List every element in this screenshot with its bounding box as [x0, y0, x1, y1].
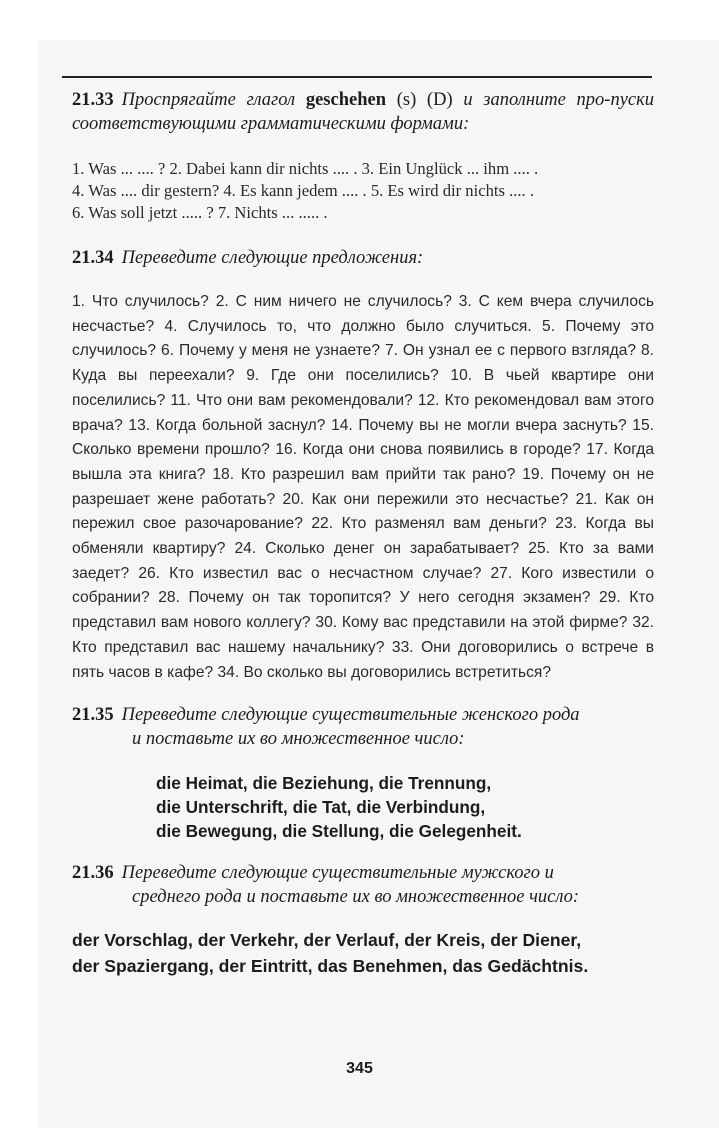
exercise-heading	[72, 88, 654, 136]
exercise-body	[72, 158, 654, 224]
exercise-number: 21.33	[72, 90, 114, 110]
exercise-line: 4. Was .... dir gestern? 4. Es kann jedem .... . 5. Es wird dir nichts .... .	[72, 181, 534, 200]
exercise-number: 21.34	[72, 248, 114, 268]
exercise-instruction: Переведите следующие существительные женского рода	[121, 705, 580, 726]
exercise-instruction-cont: среднего рода и поставьте их во множественное число:	[132, 887, 580, 908]
verb: geschehen	[305, 90, 387, 110]
page-number: 345	[346, 1060, 373, 1077]
exercise-heading	[72, 246, 654, 270]
exercise-number: 21.36	[72, 863, 114, 884]
word-line: der Vorschlag, der Verkehr, der Verlauf, der Kreis, der Diener,	[72, 930, 582, 951]
word-list	[72, 771, 654, 843]
word-line: die Heimat, die Beziehung, die Trennung,	[156, 773, 492, 794]
exercise-instruction-cont: и заполните про-пуски соответствующими грамматическими формами:	[72, 90, 655, 134]
exercise-instruction: Переведите следующие предложения:	[121, 248, 424, 268]
exercise-body: 1. Что случилось? 2. С ним ничего не случилось? 3. С кем вчера случилось несчастье? 4. Случилось то, что должно было случиться. 5. Почему это случилось? 6. Почему у меня не узнаете? 7. Он узнал ее с первого взгляда? 8. Куда вы переехали? 9. Где они поселились? 10. В чьей квартире они поселились? 11. Что они вам рекомендовали? 12. Кто рекомендовал вам этого врача? 13. Когда больной заснул? 14. Почему вы не могли вчера заснуть? 15. Сколько времени прошло? 16. Когда они снова появились в городе? 17. Когда вышла эта книга? 18. Кто разрешил вам прийти так рано? 19. Почему он не разрешает жене работать? 20. Как они пережили это несчастье? 21. Как он пережил свое разочарование? 22. Кто разменял вам деньги? 23. Когда вы обменяли квартиру? 24. Сколько денег он зарабатывает? 25. Кто за вами заедет? 26. Кто известил вас о несчастном случае? 27. Кого известили о собрании? 28. Почему он так торопится? У него сегодня экзамен? 29. Кто представил вам нового коллегу? 30. Кому вас представили на этой фирме? 32. Кто представил вас нашему начальнику? 33. Они договорились о встрече в пять часов в кафе? 34. Во сколько вы договорились встретиться?	[72, 293, 654, 681]
exercise-21-36	[72, 861, 654, 979]
exercise-heading	[72, 861, 654, 909]
word-list	[72, 927, 654, 979]
exercise-number: 21.35	[72, 705, 114, 726]
verb-forms: (s) (D)	[396, 90, 453, 110]
header-rule	[62, 76, 652, 78]
word-line: die Unterschrift, die Tat, die Verbindung,	[156, 797, 486, 818]
exercise-instruction-cont: и поставьте их во множественное число:	[132, 729, 465, 750]
exercise-line: 6. Was soll jetzt ..... ? 7. Nichts ... ..... .	[72, 203, 328, 222]
page-content	[72, 88, 654, 979]
exercise-21-33	[72, 88, 654, 224]
exercise-21-34	[72, 246, 654, 685]
exercise-21-35	[72, 703, 654, 843]
exercise-line: 1. Was ... .... ? 2. Dabei kann dir nichts .... . 3. Ein Unglück ... ihm .... .	[72, 159, 539, 178]
exercise-heading	[72, 703, 654, 751]
exercise-instruction: Переведите следующие существительные мужского и	[121, 863, 554, 884]
word-line: die Bewegung, die Stellung, die Gelegenheit.	[156, 821, 522, 842]
exercise-instruction: Проспрягайте глагол	[121, 90, 296, 110]
word-line: der Spaziergang, der Eintritt, das Benehmen, das Gedächtnis.	[72, 956, 589, 977]
